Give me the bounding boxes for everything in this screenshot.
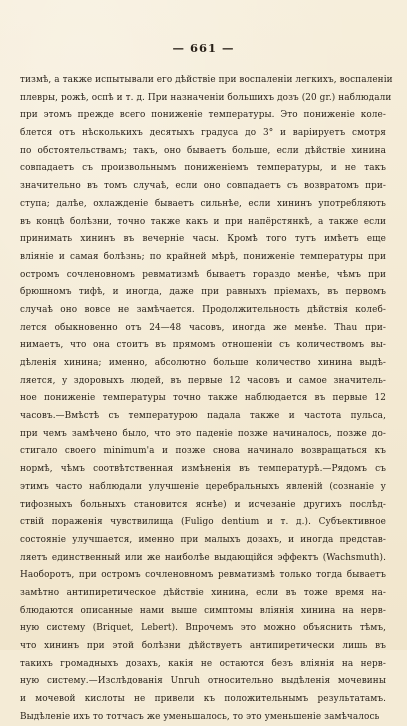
text-line: что хининъ при этой болѣзни дѣйствуетъ антипиретически лишь въ bbox=[20, 641, 386, 651]
text-line: тифозныхъ больныхъ становится яснѣе) и исчезаніе другихъ послѣд- bbox=[20, 499, 386, 510]
page-number: — 661 — bbox=[172, 41, 235, 55]
text-line: стигало своего minimum'a и позже снова начинало возвращаться къ bbox=[20, 446, 386, 457]
text-line: принимать хининъ въ вечерніе часы. Кромѣ того тутъ имѣетъ еще bbox=[20, 234, 386, 245]
text-line: блюдаются описанные нами выше симптомы вліянія хинина на нерв- bbox=[20, 605, 386, 616]
text-line: тизмѣ, а также испытывали его дѣйствіе при воспаленіи легкихъ, воспаленіи bbox=[20, 75, 393, 85]
body-text bbox=[20, 72, 393, 726]
text-line: и мочевой кислоты не привели къ положительнымъ результатамъ. bbox=[20, 694, 386, 705]
text-line: брюшномъ тифѣ, и иногда, даже при равныхъ пріемахъ, въ первомъ bbox=[20, 287, 386, 298]
text-line: плевры, рожѣ, оспѣ и т. д. При назначеніи большихъ дозъ (20 gr.) наблюдали bbox=[20, 92, 392, 103]
text-line: ную систему.—Изслѣдованія Unruh относительно выдѣленія мочевины bbox=[20, 676, 386, 687]
text-line: ляетъ единственный или же наиболѣе выдающійся эффектъ (Wachsmuth). bbox=[20, 552, 386, 563]
text-line: ляется, у здоровыхъ людей, въ первые 12 часовъ и самое значитель- bbox=[20, 375, 386, 386]
text-line: случаѣ оно вовсе не замѣчается. Продолжительность дѣйствія колеб- bbox=[20, 304, 386, 315]
text-line: по обстоятельствамъ; такъ, оно бываетъ больше, если дѣйствіе хинина bbox=[20, 145, 386, 156]
text-line: значительно въ томъ случаѣ, если оно совпадаетъ съ возвратомъ при- bbox=[20, 181, 386, 192]
text-line: нимаетъ, что она стоитъ въ прямомъ отношеніи съ количествомъ вы- bbox=[20, 340, 386, 351]
text-line: Выдѣленіе ихъ то тотчасъ же уменьшалось, то это уменьшеніе замѣчалось bbox=[20, 711, 380, 722]
text-line: нормѣ, чѣмъ соотвѣтственная измѣненія въ температурѣ.—Рядомъ съ bbox=[20, 464, 386, 475]
text-line: замѣтно антипиретическое дѣйствіе хинина, если въ тоже время на- bbox=[20, 587, 386, 598]
text-line: блется отъ нѣсколькихъ десятыхъ градуса до 3° и варіируетъ смотря bbox=[20, 128, 386, 139]
text-line: состояніе улучшается, именно при малыхъ дозахъ, и иногда представ- bbox=[20, 534, 386, 545]
text-line: остромъ сочленовномъ ревматизмѣ бываетъ гораздо менѣе, чѣмъ при bbox=[20, 269, 386, 280]
text-line: вліяніе и самая болѣзнь; по крайней мѣрѣ, пониженіе температуры при bbox=[20, 251, 386, 262]
text-line: лется обыкновенно отъ 24—48 часовъ, иногда же менѣе. Thau при- bbox=[20, 322, 386, 333]
text-line: дѣленія хинина; именно, абсолютно больше количество хинина выдѣ- bbox=[20, 358, 386, 368]
text-line: ное пониженіе температуры точно также наблюдается въ первые 12 bbox=[20, 393, 386, 404]
text-line: ступа; далѣе, охлажденіе бываетъ сильнѣе, если хининъ употребляють bbox=[20, 198, 386, 209]
text-line: ную систему (Briquet, Lebert). Впрочемъ это можно объяснить тѣмъ, bbox=[20, 623, 386, 634]
text-line: въ концѣ болѣзни, точно также какъ и при напёрстянкѣ, а также если bbox=[20, 216, 386, 227]
text-line: Наоборотъ, при остромъ сочленовномъ ревматизмѣ только тогда бываетъ bbox=[20, 570, 386, 581]
text-line: ствій пораженія чувствилища (Fuligo dentium и т. д.). Субъективное bbox=[20, 517, 386, 528]
text-line: совпадаетъ съ произвольнымъ пониженіемъ температуры, и не такъ bbox=[20, 163, 386, 174]
text-line: при чемъ замѣчено было, что это паденіе позже начиналось, позже до- bbox=[20, 428, 386, 439]
text-line: при этомъ прежде всего пониженіе температуры. Это пониженіе коле- bbox=[20, 110, 386, 121]
text-line: такихъ громадныхъ дозахъ, какія не остаются безъ вліянія на нерв- bbox=[20, 658, 386, 669]
text-line: часовъ.—Вмѣстѣ съ температурою падала также и частота пульса, bbox=[20, 411, 386, 422]
text-line: этимъ часто наблюдали улучшеніе церебральныхъ явленій (сознаніе у bbox=[20, 481, 386, 492]
